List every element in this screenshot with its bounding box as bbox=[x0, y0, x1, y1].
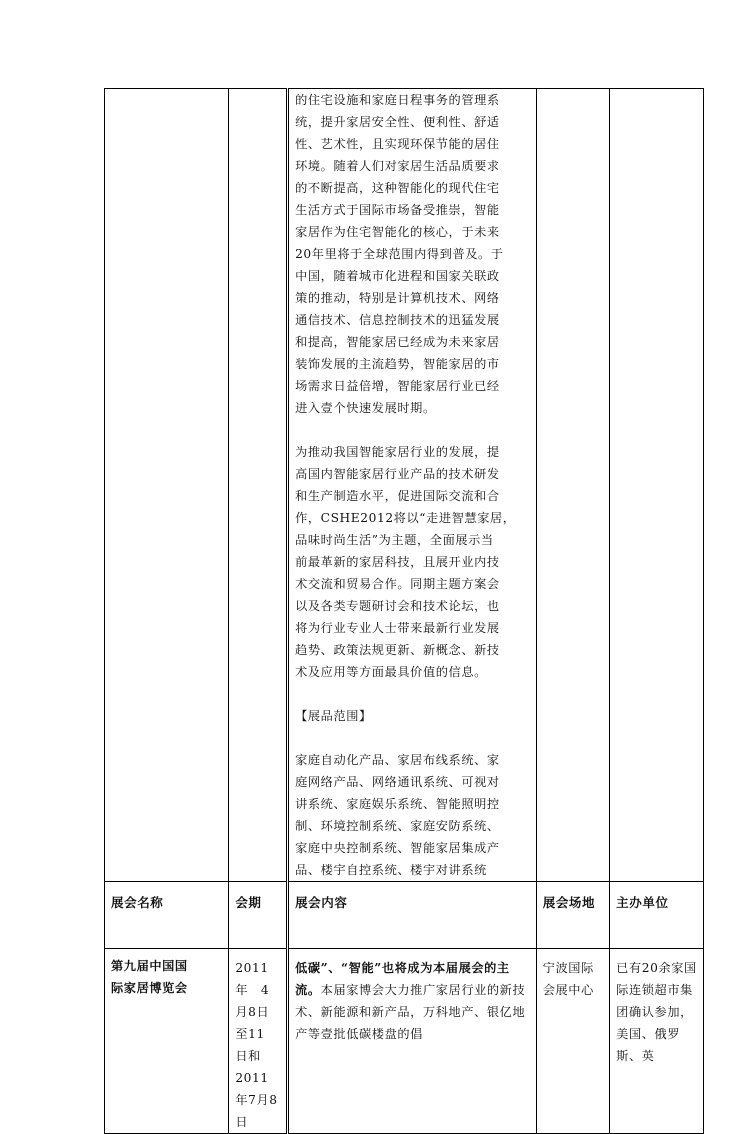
period-line: 日和 2011 bbox=[235, 1049, 274, 1085]
cell-empty-venue bbox=[536, 89, 609, 882]
cell-content bbox=[288, 949, 537, 1134]
text-line: 和生产制造水平，促进国际交流和合 bbox=[295, 489, 500, 503]
text-line: 20年里将于全球范围内得到普及。于 bbox=[295, 247, 504, 261]
text-line: 高国内智能家居行业产品的技术研发 bbox=[295, 467, 500, 481]
cell-venue: 宁波国际会展中心 bbox=[536, 949, 609, 1134]
text-line: 为推动我国智能家居行业的发展，提 bbox=[295, 445, 500, 459]
text-line: 中国，随着城市化进程和国家关联政 bbox=[295, 269, 500, 283]
text-line: 将为行业专业人士带来最新行业发展 bbox=[295, 621, 500, 635]
text-line: 作，CSHE2012将以“走进智慧家居， bbox=[295, 511, 516, 525]
cell-exhibition-name bbox=[105, 949, 229, 1134]
header-organizer: 主办单位 bbox=[610, 882, 704, 949]
cell-empty-name bbox=[105, 89, 229, 882]
text-line: 家庭自动化产品、家居布线系统、家 bbox=[295, 753, 500, 767]
table-row-continued bbox=[105, 89, 704, 882]
text-line: 讲系统、家庭娱乐系统、智能照明控 bbox=[295, 797, 500, 811]
text-line: 品味时尚生活”为主题，全面展示当 bbox=[295, 533, 494, 547]
text-line: 场需求日益倍增，智能家居行业已经 bbox=[295, 379, 500, 393]
text-line: 装饰发展的主流趋势，智能家居的市 bbox=[295, 357, 500, 371]
content-body: 本届家博会大力推广家居行业的新技术、新能源和新产品，万科地产、银亿地产等壹批低碳楼盘的倡 bbox=[295, 983, 526, 1041]
header-name: 展会名称 bbox=[105, 882, 229, 949]
text-line: 家庭中央控制系统、智能家居集成产 bbox=[295, 841, 500, 855]
content-lead: 低碳”、“智能”也将成为本届展会的主流。 bbox=[295, 961, 510, 997]
cell-period bbox=[229, 949, 288, 1134]
header-venue: 展会场地 bbox=[536, 882, 609, 949]
text-line: 的住宅设施和家庭日程事务的管理系 bbox=[295, 93, 500, 107]
text-line: 以及各类专题研讨会和技术论坛，也 bbox=[295, 599, 500, 613]
period-line: 月8日至11 bbox=[235, 1005, 270, 1041]
intro-paragraph-2 bbox=[295, 441, 530, 683]
exhibition-table bbox=[104, 88, 704, 1134]
text-line: 庭网络产品、网络通讯系统、可视对 bbox=[295, 775, 500, 789]
table-header-row bbox=[105, 882, 704, 949]
exhibit-scope-heading bbox=[295, 705, 530, 727]
cell-intro-content bbox=[288, 89, 537, 882]
text-line: 品、楼宇自控系统、楼宇对讲系统 bbox=[295, 863, 487, 877]
header-period: 会期 bbox=[229, 882, 288, 949]
cell-empty-organizer bbox=[610, 89, 704, 882]
text-line: 家居作为住宅智能化的核心，于未来 bbox=[295, 225, 500, 239]
text-line: 的不断提高，这种智能化的现代住宅 bbox=[295, 181, 500, 195]
cell-empty-period bbox=[229, 89, 288, 882]
text-line: 环境。随着人们对家居生活品质要求 bbox=[295, 159, 500, 173]
text-line: 前最革新的家居科技，且展开业内技 bbox=[295, 555, 500, 569]
exhibition-name-line: 第九届中国国 bbox=[111, 959, 188, 973]
text-line: 趋势、政策法规更新、新概念、新技 bbox=[295, 643, 500, 657]
exhibit-scope-list bbox=[295, 749, 530, 881]
text-line: 进入壹个快速发展时期。 bbox=[295, 401, 436, 415]
period-line: 年7月8日 bbox=[235, 1093, 278, 1129]
text-line: 策的推动，特别是计算机技术、网络 bbox=[295, 291, 500, 305]
text-line: 性、艺术性，且实现环保节能的居住 bbox=[295, 137, 500, 151]
text-line: 术及应用等方面最具价值的信息。 bbox=[295, 665, 487, 679]
cell-organizer: 已有20余家国际连锁超市集团确认参加，美国、俄罗斯、英 bbox=[610, 949, 704, 1134]
text-line: 术交流和贸易合作。同期主题方案会 bbox=[295, 577, 500, 591]
intro-paragraph-1 bbox=[295, 89, 530, 419]
text-line: 和提高，智能家居已经成为未来家居 bbox=[295, 335, 500, 349]
text-line: 通信技术、信息控制技术的迅猛发展 bbox=[295, 313, 500, 327]
text-line: 制、环境控制系统、家庭安防系统、 bbox=[295, 819, 500, 833]
table-row bbox=[105, 949, 704, 1134]
exhibition-name-line: 际家居博览会 bbox=[111, 981, 188, 995]
period-line: 2011年 4 bbox=[235, 961, 270, 997]
header-content: 展会内容 bbox=[288, 882, 537, 949]
text-line: 统，提升家居安全性、便利性、舒适 bbox=[295, 115, 500, 129]
text-line: 【展品范围】 bbox=[295, 709, 372, 723]
text-line: 生活方式于国际市场备受推崇，智能 bbox=[295, 203, 500, 217]
